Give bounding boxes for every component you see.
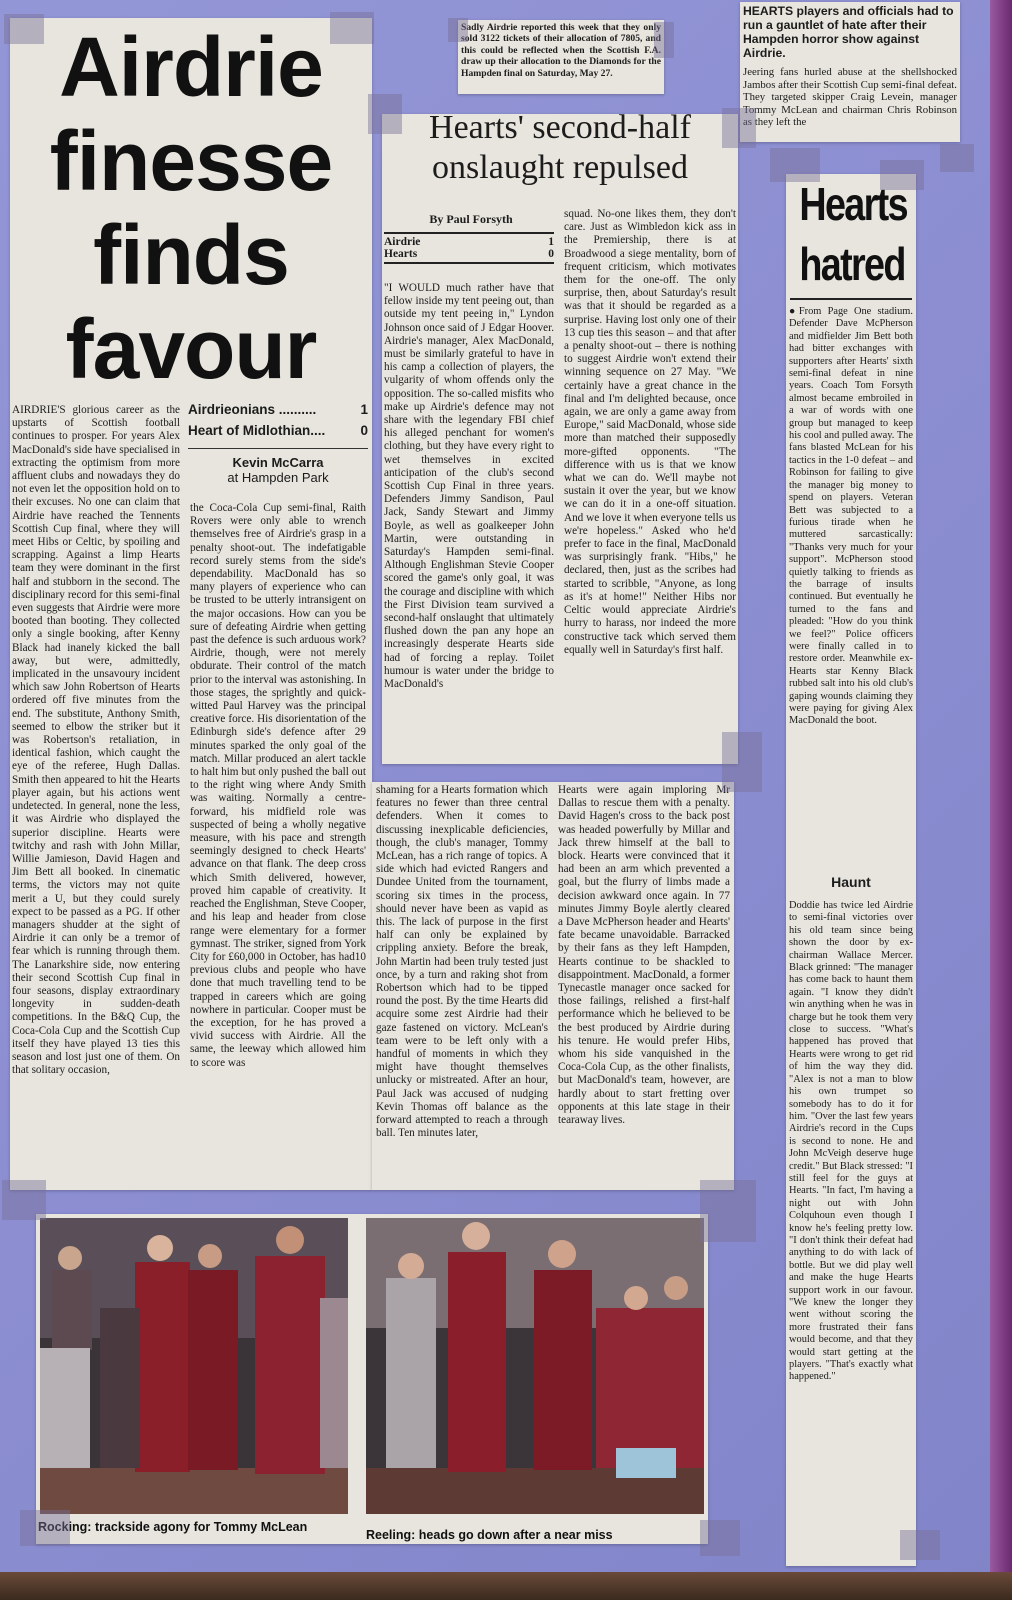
tape-strip bbox=[2, 1180, 46, 1220]
ticket-note-clipping bbox=[458, 20, 664, 94]
headline-line: Airdrie bbox=[59, 20, 323, 114]
score-row: Heart of Midlothian.... 0 bbox=[188, 423, 368, 438]
tape-strip bbox=[880, 160, 924, 190]
photos-clipping bbox=[36, 1214, 708, 1544]
score-row: Airdrieonians .......... 1 bbox=[188, 402, 368, 417]
tape-strip bbox=[654, 22, 674, 58]
gauntlet-lead: HEARTS players and officials had to run a gauntlet of hate after their Hampden horror show against Airdrie. bbox=[743, 4, 954, 60]
second-half-clipping bbox=[382, 114, 738, 764]
ticket-note-text: Sadly Airdrie reported this week that they only sold 3122 tickets of their allocation of 7805, and this could be reflected when the Scottish F.A. draw up their allocation to the Diamonds for the Hampden final on Saturday, May 27. bbox=[461, 22, 661, 79]
tape-strip bbox=[330, 12, 374, 44]
tape-strip bbox=[4, 14, 44, 44]
main-article-clipping bbox=[10, 18, 372, 1190]
main-headline bbox=[18, 20, 364, 396]
tape-strip bbox=[448, 18, 468, 42]
score-row: Hearts 0 bbox=[384, 248, 554, 260]
tape-strip bbox=[900, 1530, 940, 1560]
main-column-2: the Coca-Cola Cup semi-final, Raith Rovers were only able to wrench themselves free of Airdrie's grasp in a penalty shoot-out. The indefatigable record surely stems from the side's dependability. MacDonald has so many players of experience who can be trusted to be utterly intransigent on the major occasions. How can you be sure of defeating Airdrie when getting past the defence is such arduous work? Airdrie, though, were not merely obdurate. Their control of the match prior to the interval was astonishing. In those stages, the sprightly and quick-witted Paul Harvey was the principal creative force. His disorientation of the Edinburgh side's defence after 29 minutes sparked the only goal of the match. Millar produced an alert tackle to halt him but only pushed the ball out to the right wing where Andy Smith was waiting. Normally a centre-forward, his midfield role was suspected of being a wholly negative measure, with his pace and strength seemingly designed to check Hearts' advance on that flank. The deep cross which Smith delivered, however, proved him capable of creativity. It reached the Englishman, Steve Cooper, and his leap and header from close range were elementary for a former gymnast. The striker, signed from York City for £60,000 in October, has had10 previous clubs and people who have done that much travelling tend to be trapped in careers which are going nowhere in particular. Cooper must be the exception, for he has proved a vivid success with Airdrie. All the same, the leeway which allowed him to score was bbox=[190, 502, 366, 1069]
photo-caption-left: Rocking: trackside agony for Tommy McLean bbox=[38, 1520, 308, 1534]
photo-tommy-mclean bbox=[40, 1218, 348, 1514]
headline-line: finesse bbox=[49, 114, 333, 208]
main-byline: Kevin McCarra bbox=[232, 455, 324, 470]
photo-heads-down bbox=[366, 1218, 704, 1514]
main-column-3: shaming for a Hearts formation which features no fewer than three central defenders. When it comes to discussing inexplicable deficiencies, though, the club's manager, Tommy McLean, has a rich range of topics. A side which had evicted Rangers and Dundee United from the tournament, scoring six times in the process, should never have been as vapid as this. The lack of purpose in the first half can only be explained by crippling anxiety. Before the break, John Martin had been truly tested just once, by a turn and raking shot from Robertson which had to be tipped round the post. By the time Hearts did acquire some zest Airdrie had their gaze fastened on victory. McLean's team were to be left only with a handful of moments in which they might have thought themselves unlucky or mistreated. After an hour, Paul Jack was accused of nudging Kevin Thomas off balance as the forward attempted to reach a through ball. Ten minutes later, bbox=[376, 784, 548, 1140]
main-article-continuation bbox=[372, 782, 734, 1190]
tape-strip bbox=[368, 94, 402, 134]
second-column-1: "I WOULD much rather have that fellow inside my tent peeing out, than outside my tent peeing in," Lyndon Johnson once said of J Edgar Hoover. Airdrie's manager, Alex MacDonald, must be similarly grateful to have in his camp a collection of players, the vulgarity of whom offends only the opposition. The so-called misfits who make up Airdrie's defence may not share with the legendary FBI chief his alleged penchant for women's clothing, but they have every right to wet themselves in excited anticipation of the club's second Scottish Cup Final in three years. Defenders Jimmy Sandison, Paul Jack, Sandy Stewart and Jimmy Boyle, as well as goalkeeper John Martin, were outstanding in Saturday's Hampden semi-final. Although Englishman Stevie Cooper scored the game's only goal, it was the courage and discipline with which the First Division team survived a second-half onslaught that ultimately flushed down the pan any hope an increasingly desperate Hearts side had of forcing a replay. Toilet humour is water under the bridge to MacDonald's bbox=[384, 282, 554, 691]
tape-strip bbox=[700, 1180, 756, 1242]
headline-line: hatred bbox=[799, 238, 905, 290]
tape-strip bbox=[722, 732, 762, 792]
photo-caption-right: Reeling: heads go down after a near miss bbox=[366, 1528, 613, 1542]
crowd-photo-left bbox=[40, 1218, 348, 1514]
second-scorebox bbox=[384, 232, 554, 264]
main-column-4: Hearts were again imploring Mr Dallas to rescue them with a penalty. David Hagen's cross to the back post was headed powerfully by Millar and Jack threw himself at the ball to block. Hearts were convinced that it had been an arm which prevented a goal, but the flurry of limbs made a decision awkward once again. In 77 minutes Jimmy Boyle alertly cleared a Dave McPherson header and Hearts' fate became unavoidable. Barracked by their fans as they left Hampden, Hearts continue to be shackled to disappointment. MacDonald, a former Tynecastle manager once sacked for those failings, relished a first-half performance which he believed to be the best produced by Airdrie during his tenure. He would prefer Hibs, whom his side vanquished in the Coca-Cola Cup, as the other finalists, but MacDonald's team, however, are hardly about to start fretting over opponents at this late stage in their tearaway lives. bbox=[558, 784, 730, 1127]
headline-line: favour bbox=[65, 302, 317, 396]
second-byline: By Paul Forsyth bbox=[429, 212, 513, 226]
tape-strip bbox=[770, 148, 820, 182]
gauntlet-clipping bbox=[740, 2, 960, 142]
table-surface bbox=[0, 1572, 1012, 1600]
hatred-headline bbox=[799, 174, 907, 294]
main-scorebox bbox=[188, 398, 368, 485]
headline-line: finds bbox=[93, 208, 289, 302]
second-column-2: squad. No-one likes them, they don't care. Just as Wimbledon kick ass in the Premiership, there is at Broadwood a siege mentality, born of frequent criticism, which motivates them for the one-off. The only surprise, then, about Saturday's result was that it should be regarded as a surprise. Having lost only one of their 13 cup ties this season – and that after a penalty shoot-out – there is nothing to suggest Airdrie won't extend their winning sequence on 27 May. "We certainly have a great chance in the final and I'm delighted because, once again, we are only a game away from Europe," said MacDonald, whose side more than matched their supposedly more-gifted opponents. "The difference with us is that we know what we can do. We'll maybe not sustain it over the year, but we know we can do it in a one-off situation. And we love it when everyone tells us we're hopeless." Asked who he'd prefer to face in the final, MacDonald was surprisingly frank. "Hibs," he declared, then, just as the scribes had started to scribble, "Anyone, as long as it's at home!" Neither Hibs nor Celtic would appreciate Airdrie's hurry to harass, nor indeed the more constructive tack which served them equally well in Saturday's first half. bbox=[564, 208, 736, 656]
hatred-body-2: Doddie has twice led Airdrie to semi-final victories over his old team since being shown the door by ex-chairman Wallace Mercer. Black grinned: "The manager has come back to haunt them again. "I know they didn't win anything when he was in charge but he took them very close to success. "What's happened has proved that Hearts were wrong to get rid of him the way they did. "Alex is not a man to blow his own trumpet so somebody has to do it for him. "Over the last few years Airdrie's record in the Cups is second to none. He and John McVeigh deserve huge credit." But Black stressed: "I still feel for the guys at Hearts. "In fact, I'm having a night out with John Colquhoun even though I know he's feeling pretty low. "I don't think their defeat had anything to do with lack of bottle. But we did play well and make the huge Hearts support work in our favour. "We knew the longer they went without scoring the more frustrated their fans would become, and that they would start getting at the players. "That's exactly what happened." bbox=[789, 900, 913, 1383]
tape-strip bbox=[20, 1510, 70, 1546]
hatred-clipping bbox=[786, 174, 916, 1566]
second-headline: Hearts' second-half onslaught repulsed bbox=[429, 114, 691, 186]
headline-line: Hearts bbox=[799, 178, 907, 230]
score-row: Airdrie 1 bbox=[384, 236, 554, 248]
hatred-body: ●From Page One stadium. Defender Dave McPherson and midfielder Jim Bett both had bitter exchanges with supporters after Hearts' sixth semi-final defeat in nine years. Coach Tom Forsyth almost became embroiled in a war of words with one group but managed to keep his cool and pulled away. The fans blasted McLean for his tactics in the 1-0 defeat – and Robinson for failing to give the manager big money to spend on players. Veteran Bett was subjected to a furious tirade when he muttered sarcastically: "Thanks very much for your support". McPherson stood quietly talking to friends as the barrage of insults continued. But eventually he turned to the fans and pleaded: "How do you think we feel?" Police officers were finally called in to restore order. Meanwhile ex-Hearts star Kenny Black rubbed salt into his old club's gaping wounds claiming they were paying for giving Alex MacDonald the boot. bbox=[789, 306, 913, 727]
crowd-photo-right bbox=[366, 1218, 704, 1514]
gauntlet-body: Jeering fans hurled abuse at the shellshocked Jambos after their Scottish Cup semi-final defeat. They targeted skipper Craig Levein, manager Tommy McLean and chairman Chris Robinson as they left the bbox=[743, 66, 957, 129]
tape-strip bbox=[940, 144, 974, 172]
page-edge bbox=[990, 0, 1012, 1600]
tape-strip bbox=[700, 1520, 740, 1556]
hatred-subhead: Haunt bbox=[831, 874, 871, 890]
main-venue: at Hampden Park bbox=[227, 470, 329, 485]
tape-strip bbox=[722, 108, 756, 148]
main-column-1: AIRDRIE'S glorious career as the upstarts of Scottish football continues to prosper. For years Alex MacDonald's side have specialised in extracting the optimism from more affluent clubs and nowadays they do not even let the opposition hold on to their excuses. No one can claim that Airdrie have reached the Tennents Scottish Cup final, where they will meet Hibs or Celtic, by spoiling and scrapping. Against a limp Hearts team they were dominant in the first half and stubborn in the second. The disciplinary record for this semi-final even suggests that Airdrie were more booted than booting. They collected only a single booking, after Kenny Black had inanely kicked the ball away, but were, admittedly, implicated in the unsavoury incident which saw John Robertson of Hearts ordered off five minutes from the end. The substitute, Anthony Smith, seemed to elbow the striker but it was Robertson's retaliation, in identical fashion, which caught the eye of the referee, Hugh Dallas. Smith then appeared to hit the Hearts player again, but his actions went undetected. In general, none the less, it was Airdrie who displayed the superior discipline. Hearts were twitchy and rash with John Millar, Willie Jamieson, David Hagen and Jim Bett all booked. In cinematic terms, the victors may not quite merit a U, but they could surely expect to be passed as a PG. If other managers shudder at the sight of Airdrie it can only be a tremor of fear which is running through them. The Lanarkshire side, now entering their second Scottish Cup final in four seasons, display extraordinary longevity in sudden-death competitions. In the B&Q Cup, the Coca-Cola Cup and the Scottish Cup itself they have played 13 ties this season and lost just one of them. On that solitary occasion, bbox=[12, 404, 180, 1077]
